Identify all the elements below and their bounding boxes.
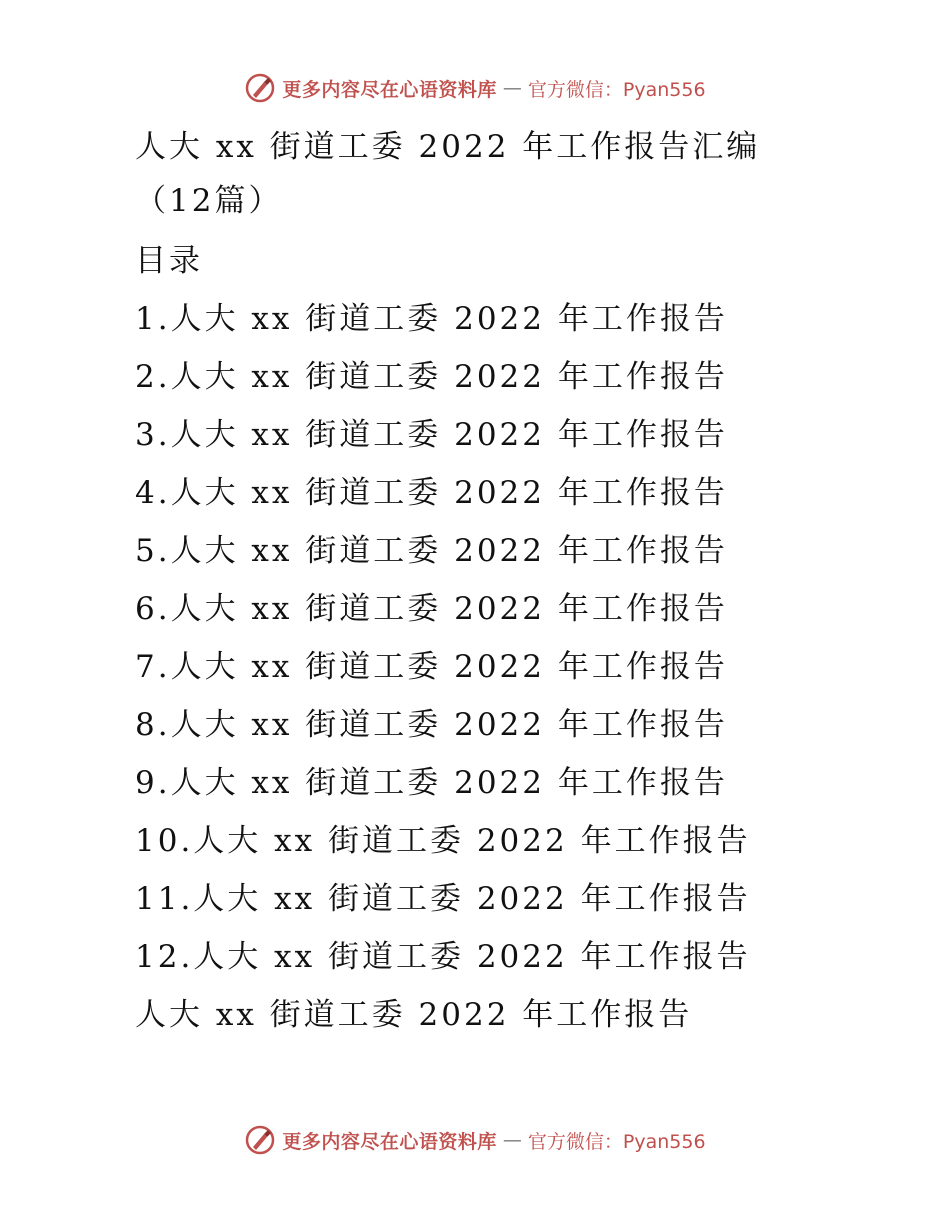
toc-list <box>135 290 835 986</box>
toc-item: 4.人大 xx 街道工委 2022 年工作报告 <box>135 475 728 511</box>
toc-item: 10.人大 xx 街道工委 2022 年工作报告 <box>135 823 751 859</box>
watermark-account: 官方微信：Pyan556 <box>527 1130 706 1153</box>
section-title: 人大 xx 街道工委 2022 年工作报告 <box>135 997 693 1033</box>
header-watermark <box>0 72 950 104</box>
pen-logo-icon <box>244 72 276 104</box>
pen-logo-icon <box>244 1124 276 1156</box>
toc-item: 9.人大 xx 街道工委 2022 年工作报告 <box>135 765 728 801</box>
toc-item: 12.人大 xx 街道工委 2022 年工作报告 <box>135 939 751 975</box>
document-title: 人大 xx 街道工委 2022 年工作报告汇编（12篇） <box>135 129 761 219</box>
toc-item: 6.人大 xx 街道工委 2022 年工作报告 <box>135 591 728 627</box>
watermark-account: 官方微信：Pyan556 <box>527 78 706 101</box>
footer-watermark <box>0 1124 950 1156</box>
watermark-separator: — <box>502 77 522 99</box>
toc-item: 11.人大 xx 街道工委 2022 年工作报告 <box>135 881 751 917</box>
toc-item: 3.人大 xx 街道工委 2022 年工作报告 <box>135 417 728 453</box>
watermark-text: 更多内容尽在心语资料库 <box>282 1130 497 1153</box>
toc-item: 5.人大 xx 街道工委 2022 年工作报告 <box>135 533 728 569</box>
toc-item: 2.人大 xx 街道工委 2022 年工作报告 <box>135 359 728 395</box>
toc-item: 8.人大 xx 街道工委 2022 年工作报告 <box>135 707 728 743</box>
watermark-separator: — <box>502 1129 522 1151</box>
toc-item: 7.人大 xx 街道工委 2022 年工作报告 <box>135 649 728 685</box>
toc-heading: 目录 <box>135 243 203 279</box>
watermark-text: 更多内容尽在心语资料库 <box>282 78 497 101</box>
toc-item: 1.人大 xx 街道工委 2022 年工作报告 <box>135 301 728 337</box>
document-body <box>135 120 835 1044</box>
